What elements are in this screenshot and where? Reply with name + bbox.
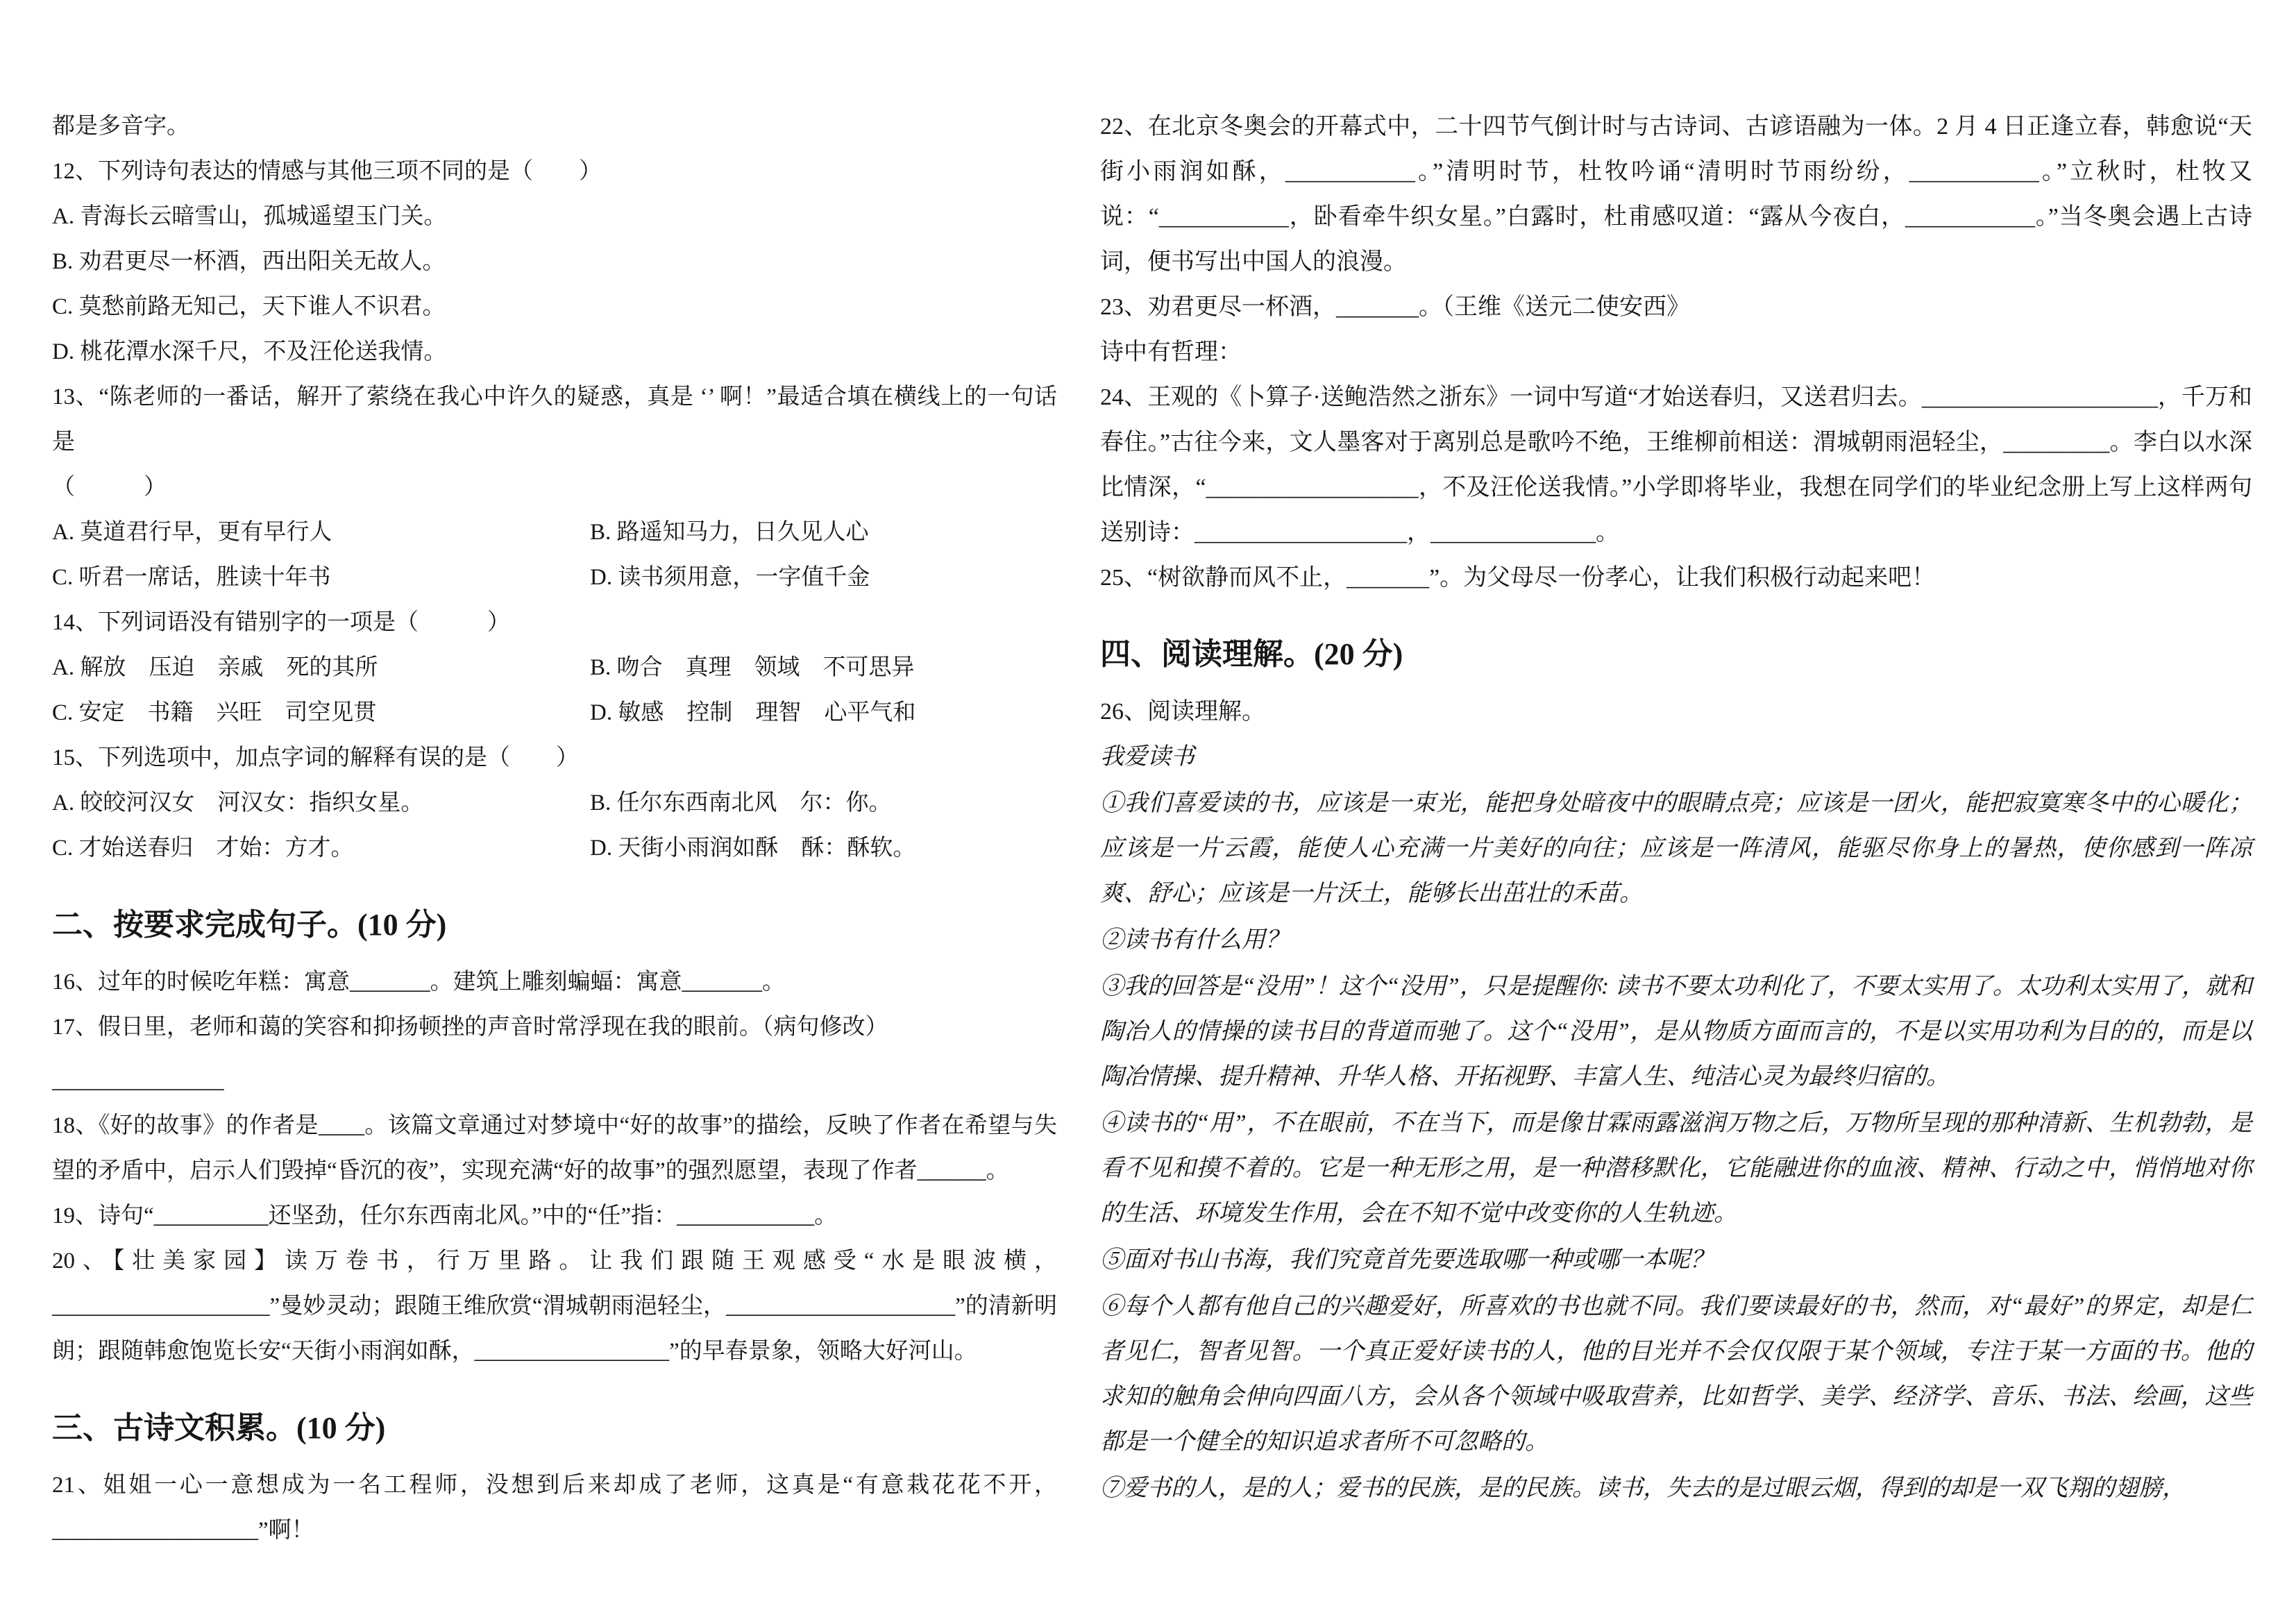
question-12-stem: 12、下列诗句表达的情感与其他三项不同的是（ ）	[52, 159, 602, 184]
question-23-note: 诗中有哲理：	[1100, 339, 1242, 365]
question-14-option-d: D. 敏感 控制 理智 心平气和	[590, 700, 916, 725]
question-21: 21、姐姐一心一意想成为一名工程师，没想到后来却成了老师，这真是“有意栽花花不开，__________________”啊！	[52, 1473, 1057, 1543]
passage-paragraph-6: ⑥每个人都有他自己的兴趣爱好，所喜欢的书也就不同。我们要读最好的书，然而，对“最好”的界定，却是仁者见仁，智者见智。一个真正爱好读书的人，他的目光并不会仅仅限于某个领域，专注于某一方面的书。他的求知的触角会伸向四面八方，会从各个领域中吸取营养，比如哲学、美学、经济学、音乐、书法、绘画，这些都是一个健全的知识追求者所不可忽略的。	[1100, 1294, 2252, 1455]
question-13-stem: 13、“陈老师的一番话，解开了萦绕在我心中许久的疑惑，真是 ‘’ 啊！”最适合填在横线上的一句话是	[52, 384, 1057, 455]
question-15-option-d: D. 天街小雨润如酥 酥：酥软。	[590, 836, 916, 861]
question-22: 22、在北京冬奥会的开幕式中，二十四节气倒计时与古诗词、古谚语融为一体。2 月 4 日正逢立春，韩愈说“天街小雨润如酥，___________。”清明时节，杜牧吟诵“清明时节雨纷纷，___________。”立秋时，杜牧又说：“___________，卧看牵牛织女星。”白露时，杜甫感叹道：“露从今夜白，___________。”当冬奥会遇上古诗词，便书写出中国人的浪漫。	[1100, 114, 2252, 275]
question-13-option-a: A. 莫道君行早，更有早行人	[52, 520, 332, 545]
passage-paragraph-4: ④读书的“用”，不在眼前，不在当下，而是像甘霖雨露滋润万物之后，万物所呈现的那种清新、生机勃勃，是看不见和摸不着的。它是一种无形之用，是一种潜移默化，它能融进你的血液、精神、行动之中，悄悄地对你的生活、环境发生作用，会在不知不觉中改变你的人生轨迹。	[1100, 1110, 2252, 1226]
question-26: 26、阅读理解。	[1100, 699, 1265, 725]
question-14-option-row-2	[52, 691, 1057, 736]
passage-paragraph-5: ⑤面对书山书海，我们究竟首先要选取哪一种或哪一本呢？	[1100, 1247, 1714, 1273]
question-15-option-a: A. 皎皎河汉女 河汉女：指织女星。	[52, 790, 424, 815]
passage-paragraph-7: ⑦爱书的人，是的人；爱书的民族，是的民族。读书，失去的是过眼云烟，得到的却是一双飞翔的翅膀，	[1100, 1475, 2186, 1501]
question-13-option-c: C. 听君一席话，胜读十年书	[52, 565, 331, 590]
question-24: 24、王观的《卜算子·送鲍浩然之浙东》一词中写道“才始送春归，又送君归去。____________________，千万和春住。”古往今来，文人墨客对于离别总是歌吟不绝，王维柳前相送：渭城朝雨浥轻尘，_________。李白以水深比情深，“__________________，不及汪伦送我情。”小学即将毕业，我想在同学们的毕业纪念册上写上这样两句送别诗：__________________，______________。	[1100, 384, 2252, 545]
question-15-stem: 15、下列选项中，加点字词的解释有误的是（ ）	[52, 745, 579, 770]
question-25: 25、“树欲静而风不止，_______”。为父母尽一份孝心，让我们积极行动起来吧！	[1100, 565, 1936, 591]
question-15-option-row-1	[52, 781, 1057, 826]
question-20: 20、【壮美家园】读万卷书，行万里路。让我们跟随王观感受“水是眼波横，___________________”曼妙灵动；跟随王维欣赏“渭城朝雨浥轻尘，____________________”的清新明朗；跟随韩愈饱览长安“天街小雨润如酥，_________________”的早春景象，领略大好河山。	[52, 1249, 1057, 1364]
question-17: 17、假日里，老师和蔼的笑容和抑扬顿挫的声音时常浮现在我的眼前。（病句修改）	[52, 1015, 888, 1040]
question-14-option-a: A. 解放 压迫 亲戚 死的其所	[52, 655, 378, 680]
question-13-option-b: B. 路遥知马力，日久见人心	[590, 520, 869, 545]
question-12-option-b: B. 劝君更尽一杯酒，西出阳关无故人。	[52, 249, 446, 274]
question-17-answer-blank: _______________	[52, 1068, 224, 1093]
question-23: 23、劝君更尽一杯酒，_______。（王维《送元二使安西》	[1100, 294, 1690, 320]
continuation-line: 都是多音字。	[52, 114, 189, 139]
question-18: 18、《好的故事》的作者是____。该篇文章通过对梦境中“好的故事”的描绘，反映了作者在希望与失望的矛盾中，启示人们毁掉“昏沉的夜”，实现充满“好的故事”的强烈愿望，表现了作者______。	[52, 1113, 1057, 1183]
passage-paragraph-3: ③我的回答是“没用”！这个“没用”，只是提醒你: 读书不要太功利化了，不要太实用了。太功利太实用了，就和陶冶人的情操的读书目的背道而驰了。这个“没用”，是从物质方面而言的，不是以实用功利为目的的，而是以陶冶情操、提升精神、升华人格、开拓视野、丰富人生、纯洁心灵为最终归宿的。	[1100, 974, 2252, 1090]
passage-paragraph-2: ②读书有什么用？	[1100, 927, 1289, 953]
question-15-option-c: C. 才始送春归 才始：方才。	[52, 836, 354, 861]
question-12-option-a: A. 青海长云暗雪山，孤城遥望玉门关。	[52, 204, 447, 229]
question-14-option-b: B. 吻合 真理 领域 不可思异	[590, 655, 915, 680]
question-15-option-b: B. 任尔东西南北风 尔：你。	[590, 790, 892, 815]
section-heading-3: 三、古诗文积累。(10 分)	[52, 1411, 386, 1445]
question-14-option-c: C. 安定 书籍 兴旺 司空见贯	[52, 700, 377, 725]
section-heading-4: 四、阅读理解。(20 分)	[1100, 637, 1403, 671]
left-column	[52, 104, 1057, 1553]
question-14-stem: 14、下列词语没有错别字的一项是（ ）	[52, 610, 510, 635]
passage-title: 我爱读书	[1100, 744, 1195, 770]
passage-paragraph-1: ①我们喜爱读的书，应该是一束光，能把身处暗夜中的眼睛点亮；应该是一团火，能把寂寞寒冬中的心暖化；应该是一片云霞，能使人心充满一片美好的向往；应该是一阵清风，能驱尽你身上的暑热，使你感到一阵凉爽、舒心；应该是一片沃土，能够长出茁壮的禾苗。	[1100, 790, 2252, 906]
question-13-option-row-1	[52, 510, 1057, 555]
question-14-option-row-1	[52, 645, 1057, 691]
question-19: 19、诗句“__________还坚劲，任尔东西南北风。”中的“任”指：____________。	[52, 1203, 838, 1228]
question-13-option-d: D. 读书须用意，一字值千金	[590, 565, 870, 590]
right-column	[1100, 104, 2252, 1511]
question-12-option-c: C. 莫愁前路无知己，天下谁人不识君。	[52, 294, 446, 319]
question-13-paren: （ ）	[52, 475, 167, 500]
question-13-option-row-2	[52, 555, 1057, 600]
question-15-option-row-2	[52, 826, 1057, 871]
question-12-option-d: D. 桃花潭水深千尺，不及汪伦送我情。	[52, 339, 447, 364]
question-16: 16、过年的时候吃年糕：寓意_______。建筑上雕刻蝙蝠：寓意_______。	[52, 970, 785, 995]
section-heading-2: 二、按要求完成句子。(10 分)	[52, 908, 447, 942]
